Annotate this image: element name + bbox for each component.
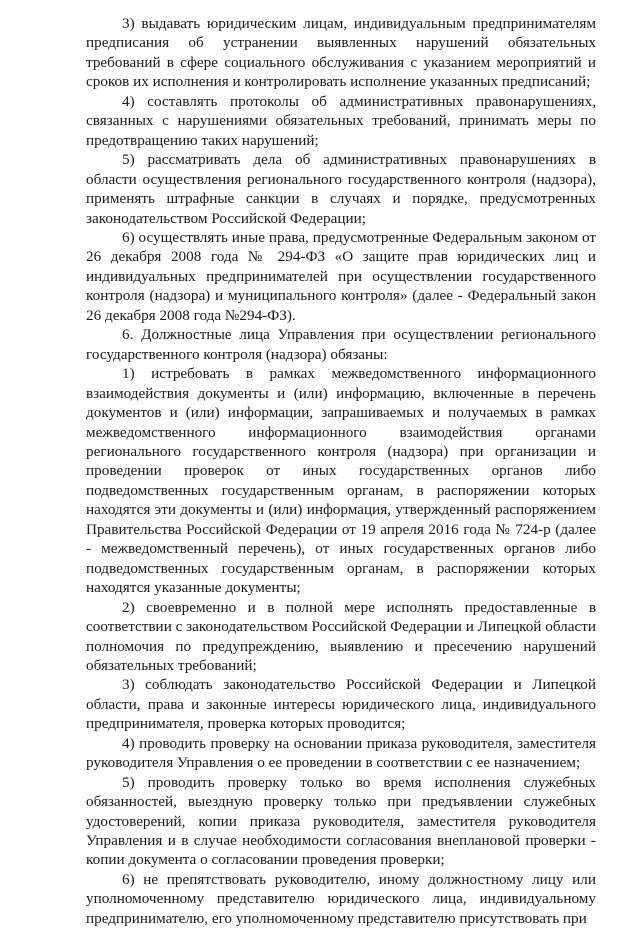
paragraph-rights-6: 6) осуществлять иные права, предусмотренные Федеральным законом от 26 декабря 2008 года № 294-ФЗ «О защите прав юридических лиц и индивидуальных предпринимателей при осуществлении государственного контроля (надзора) и муниципального контроля» (далее - Федеральный закон 26 декабря 2008 года №294-ФЗ). (86, 228, 596, 324)
paragraph-rights-3: 3) выдавать юридическим лицам, индивидуальным предпринимателям предписания об устранении выявленных нарушений обязательных требований в сфере социального обслуживания с указанием мероприятий и сроков их исполнения и контролировать исполнение указанных предписаний; (86, 15, 596, 91)
paragraph-rights-4: 4) составлять протоколы об административных правонарушениях, связанных с нарушениями обязательных требований, принимать меры по предотвращению таких нарушений; (86, 92, 596, 149)
section-6-heading: 6. Должностные лица Управления при осуществлении регионального государственного контроля (надзора) обязаны: (86, 326, 596, 363)
paragraph-rights-5: 5) рассматривать дела об административных правонарушениях в области осуществления регионального государственного контроля (надзора), применять штрафные санкции в случаях и порядке, предусмотренных законодательством Российской Федерации; (86, 151, 596, 227)
document-page (86, 14, 596, 928)
paragraph-duties-2: 2) своевременно и в полной мере исполнять предоставленные в соответствии с законодательством Российской Федерации и Липецкой области полномочия по предупреждению, выявлению и пресечению нарушений обязательных требований; (86, 598, 596, 674)
paragraph-duties-5: 5) проводить проверку только во время исполнения служебных обязанностей, выездную проверку только при предъявлении служебных удостоверений, копии приказа руководителя, заместителя руководителя Управления и в случае необходимости согласования внеплановой проверки - копии документа о согласовании проведения проверки; (86, 773, 596, 869)
paragraph-duties-3: 3) соблюдать законодательство Российской Федерации и Липецкой области, права и законные интересы юридического лица, индивидуального предпринимателя, проверка которых проводится; (86, 676, 596, 733)
paragraph-duties-1: 1) истребовать в рамках межведомственного информационного взаимодействия документы и (или) информацию, включенные в перечень документов и (или) информации, запрашиваемых и получаемых в рамках межведомственного информационного взаимодействия органами регионального государственного контроля (надзора) при организации и проведении проверок от иных государственных органов либо подведомственных государственным органам, в распоряжении которых находятся эти документы и (или) информация, утвержденный распоряжением Правительства Российской Федерации от 19 апреля 2016 года № 724-р (далее - межведомственный перечень), от иных государственных органов либо подведомственных государственным органам, в распоряжении которых находятся указанные документы; (86, 365, 596, 597)
paragraph-duties-4: 4) проводить проверку на основании приказа руководителя, заместителя руководителя Управления о ее проведении в соответствии с ее назначением; (86, 734, 596, 772)
paragraph-duties-6: 6) не препятствовать руководителю, иному должностному лицу или уполномоченному представителю юридического лица, индивидуальному предпринимателю, его уполномоченному представителю присутствовать при (86, 870, 596, 927)
